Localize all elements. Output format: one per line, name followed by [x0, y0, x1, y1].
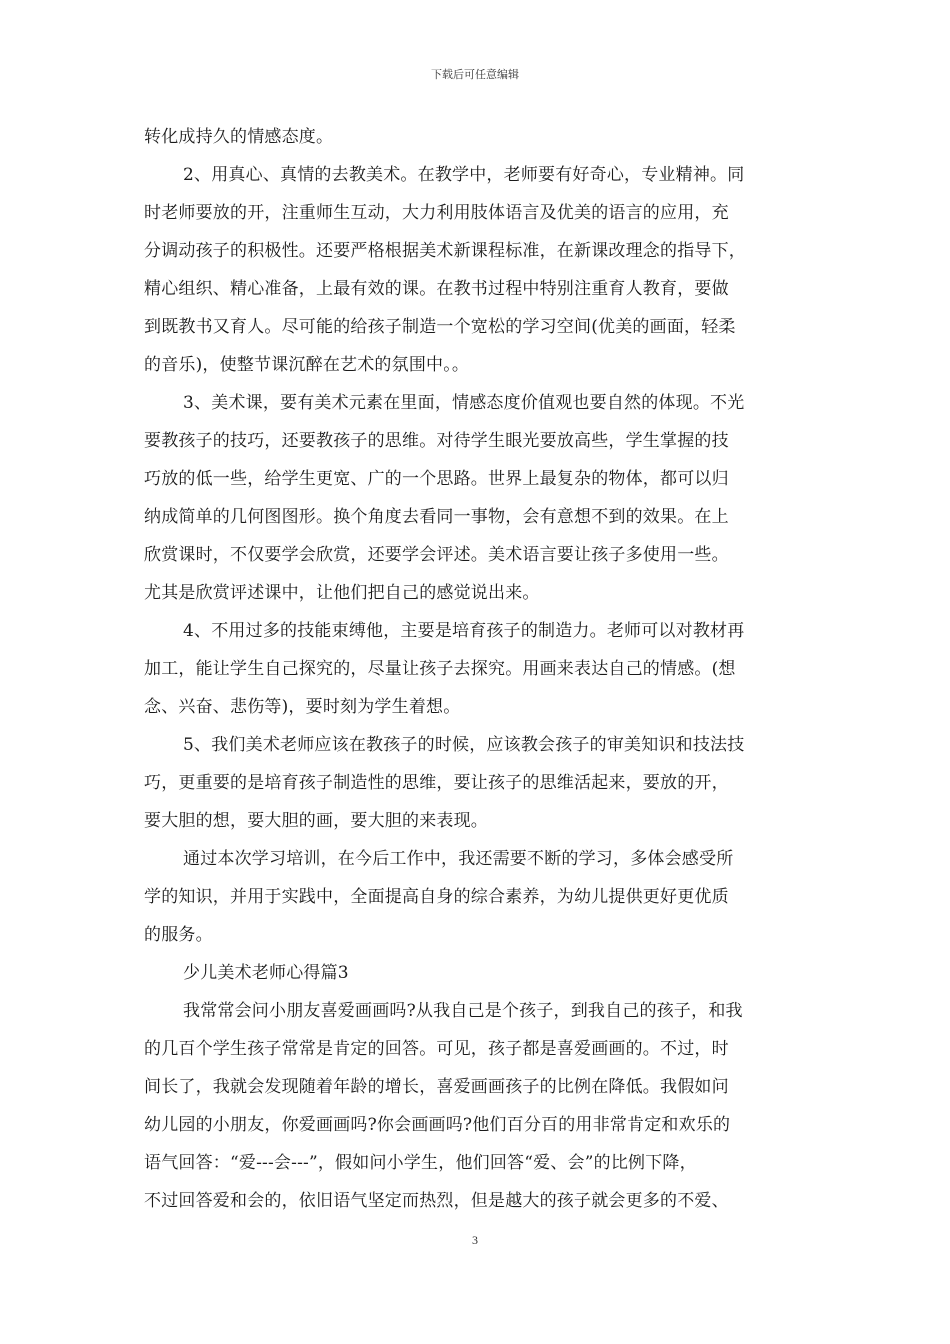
- text-line: 精心组织、精心准备，上最有效的课。在教书过程中特别注重育人教育，要做: [144, 279, 729, 299]
- paragraph-2-start: 2、用真心、真情的去教美术。在教学中，老师要有好奇心，专业精神。同: [183, 165, 745, 185]
- text-line: 纳成简单的几何图图形。换个角度去看同一事物，会有意想不到的效果。在上: [144, 507, 729, 527]
- text-line: 巧放的低一些，给学生更宽、广的一个思路。世界上最复杂的物体，都可以归: [144, 469, 729, 489]
- text-line: 念、兴奋、悲伤等)，要时刻为学生着想。: [144, 697, 461, 717]
- text-line: 间长了，我就会发现随着年龄的增长，喜爱画画孩子的比例在降低。我假如问: [144, 1077, 729, 1097]
- paragraph-4-start: 4、不用过多的技能束缚他，主要是培育孩子的制造力。老师可以对教材再: [183, 621, 745, 641]
- text-line: 要教孩子的技巧，还要教孩子的思维。对待学生眼光要放高些，学生掌握的技: [144, 431, 729, 451]
- text-line: 时老师要放的开，注重师生互动，大力利用肢体语言及优美的语言的应用，充: [144, 203, 729, 223]
- text-line: 语气回答：“爱---会---”，假如问小学生，他们回答“爱、会”的比例下降，: [144, 1153, 697, 1173]
- paragraph-5-start: 5、我们美术老师应该在教孩子的时候，应该教会孩子的审美知识和技法技: [183, 735, 745, 755]
- text-line: 欣赏课时，不仅要学会欣赏，还要学会评述。美术语言要让孩子多使用一些。: [144, 545, 729, 565]
- section-heading: 少儿美术老师心得篇3: [183, 963, 349, 983]
- text-line: 要大胆的想，要大胆的画，要大胆的来表现。: [144, 811, 488, 831]
- page-number: 3: [472, 1233, 478, 1247]
- text-line: 不过回答爱和会的，依旧语气坚定而热烈，但是越大的孩子就会更多的不爱、: [144, 1191, 729, 1211]
- text-line: 加工，能让学生自己探究的，尽量让孩子去探究。用画来表达自己的情感。(想: [144, 659, 736, 679]
- summary-paragraph-start: 通过本次学习培训，在今后工作中，我还需要不断的学习，多体会感受所: [183, 849, 734, 869]
- text-line: 幼儿园的小朋友，你爱画画吗?你会画画吗?他们百分百的用非常肯定和欢乐的: [144, 1115, 731, 1135]
- text-line: 巧，更重要的是培育孩子制造性的思维，要让孩子的思维活起来，要放的开，: [144, 773, 729, 793]
- text-line: 转化成持久的情感态度。: [144, 127, 334, 147]
- text-line: 到既教书又育人。尽可能的给孩子制造一个宽松的学习空间(优美的画面，轻柔: [144, 317, 736, 337]
- text-line: 学的知识，并用于实践中，全面提高自身的综合素养，为幼儿提供更好更优质: [144, 887, 729, 907]
- paragraph-3-start: 3、美术课，要有美术元素在里面，情感态度价值观也要自然的体现。不光: [183, 393, 745, 413]
- text-line: 的几百个学生孩子常常是肯定的回答。可见，孩子都是喜爱画画的。不过，时: [144, 1039, 729, 1059]
- document-body: [144, 118, 806, 1220]
- text-line: 尤其是欣赏评述课中，让他们把自己的感觉说出来。: [144, 583, 540, 603]
- section-paragraph-start: 我常常会问小朋友喜爱画画吗?从我自己是个孩子，到我自己的孩子，和我: [183, 1001, 743, 1021]
- text-line: 分调动孩子的积极性。还要严格根据美术新课程标准，在新课改理念的指导下，: [144, 241, 746, 261]
- text-line: 的音乐)，使整节课沉醉在艺术的氛围中。。: [144, 355, 470, 375]
- page-header: 下载后可任意编辑: [431, 68, 519, 81]
- text-line: 的服务。: [144, 925, 213, 945]
